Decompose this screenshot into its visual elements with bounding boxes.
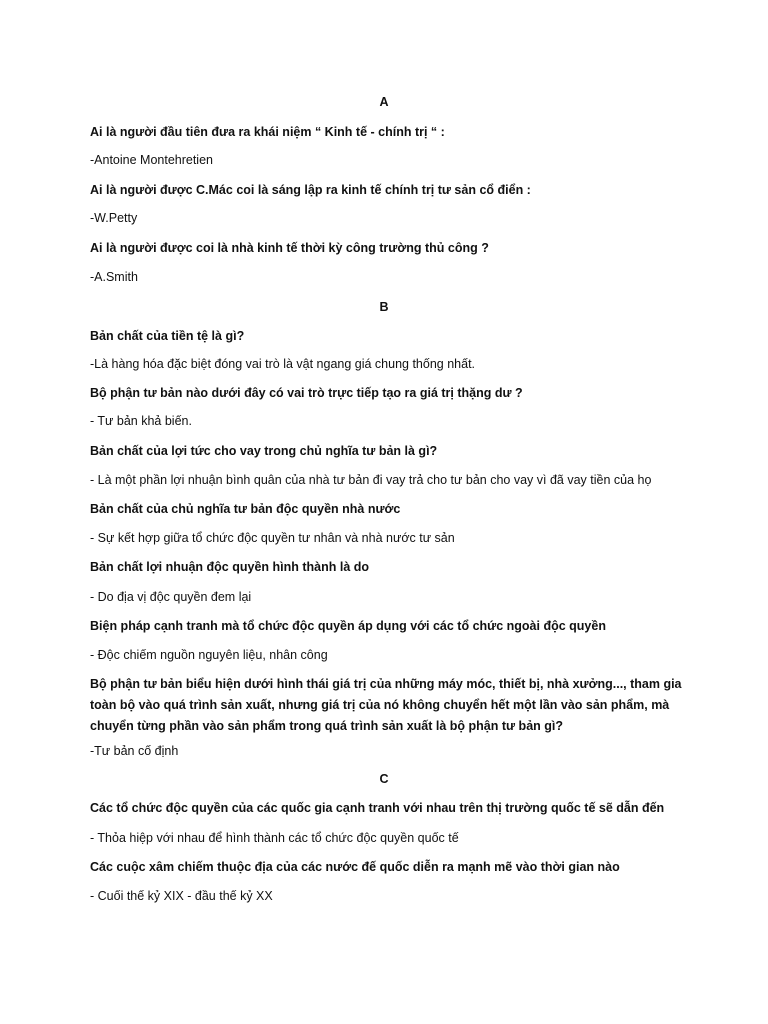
question: Các cuộc xâm chiếm thuộc địa của các nước đế quốc diễn ra mạnh mẽ vào thời gian nào bbox=[90, 860, 620, 874]
answer: -W.Petty bbox=[90, 211, 138, 225]
answer: - Sự kết hợp giữa tổ chức độc quyền tư nhân và nhà nước tư sản bbox=[90, 531, 455, 545]
answer: - Thỏa hiệp với nhau để hình thành các tổ chức độc quyền quốc tế bbox=[90, 831, 459, 845]
answer: -A.Smith bbox=[90, 270, 138, 284]
question: Bản chất của tiền tệ là gì? bbox=[90, 329, 245, 343]
question: Ai là người đầu tiên đưa ra khái niệm “ Kinh tế - chính trị “ : bbox=[90, 125, 445, 139]
answer: -Tư bản cố định bbox=[90, 744, 179, 758]
question: Ai là người được C.Mác coi là sáng lập ra kinh tế chính trị tư sản cổ điển : bbox=[90, 183, 531, 197]
question: Bản chất của chủ nghĩa tư bản độc quyền nhà nước bbox=[90, 502, 401, 516]
answer: - Tư bản khả biến. bbox=[90, 414, 192, 428]
question: Bộ phận tư bản biểu hiện dưới hình thái giá trị của những máy móc, thiết bị, nhà xưởng..., tham gia toàn bộ vào quá trình sản xuất, nhưng giá trị của nó không chuyển hết một lần vào sản phẩm, mà chuyển từng phần vào sản phẩm trong quá trình sản xuất là bộ phận tư bản gì? bbox=[90, 677, 682, 733]
question: Bộ phận tư bản nào dưới đây có vai trò trực tiếp tạo ra giá trị thặng dư ? bbox=[90, 386, 523, 400]
answer: -Là hàng hóa đặc biệt đóng vai trò là vật ngang giá chung thống nhất. bbox=[90, 357, 476, 371]
question: Bản chất lợi nhuận độc quyền hình thành là do bbox=[90, 560, 370, 574]
section-heading-a: A bbox=[379, 95, 389, 109]
question: Bản chất của lợi tức cho vay trong chủ nghĩa tư bản là gì? bbox=[90, 444, 438, 458]
question: Biện pháp cạnh tranh mà tổ chức độc quyền áp dụng với các tổ chức ngoài độc quyền bbox=[90, 619, 606, 633]
answer: - Là một phần lợi nhuận bình quân của nhà tư bản đi vay trả cho tư bản cho vay vì đã vay tiền của họ bbox=[90, 473, 652, 487]
question: Ai là người được coi là nhà kinh tế thời kỳ công trường thủ công ? bbox=[90, 241, 489, 255]
answer: - Độc chiếm nguồn nguyên liệu, nhân công bbox=[90, 648, 328, 662]
answer: - Cuối thế kỷ XIX - đầu thế kỷ XX bbox=[90, 889, 273, 903]
answer: -Antoine Montehretien bbox=[90, 153, 213, 167]
section-heading-b: B bbox=[379, 300, 389, 314]
question: Các tổ chức độc quyền của các quốc gia cạnh tranh với nhau trên thị trường quốc tế sẽ dẫn đến bbox=[90, 801, 665, 815]
section-heading-c: C bbox=[379, 772, 389, 786]
answer: - Do địa vị độc quyền đem lại bbox=[90, 590, 252, 604]
